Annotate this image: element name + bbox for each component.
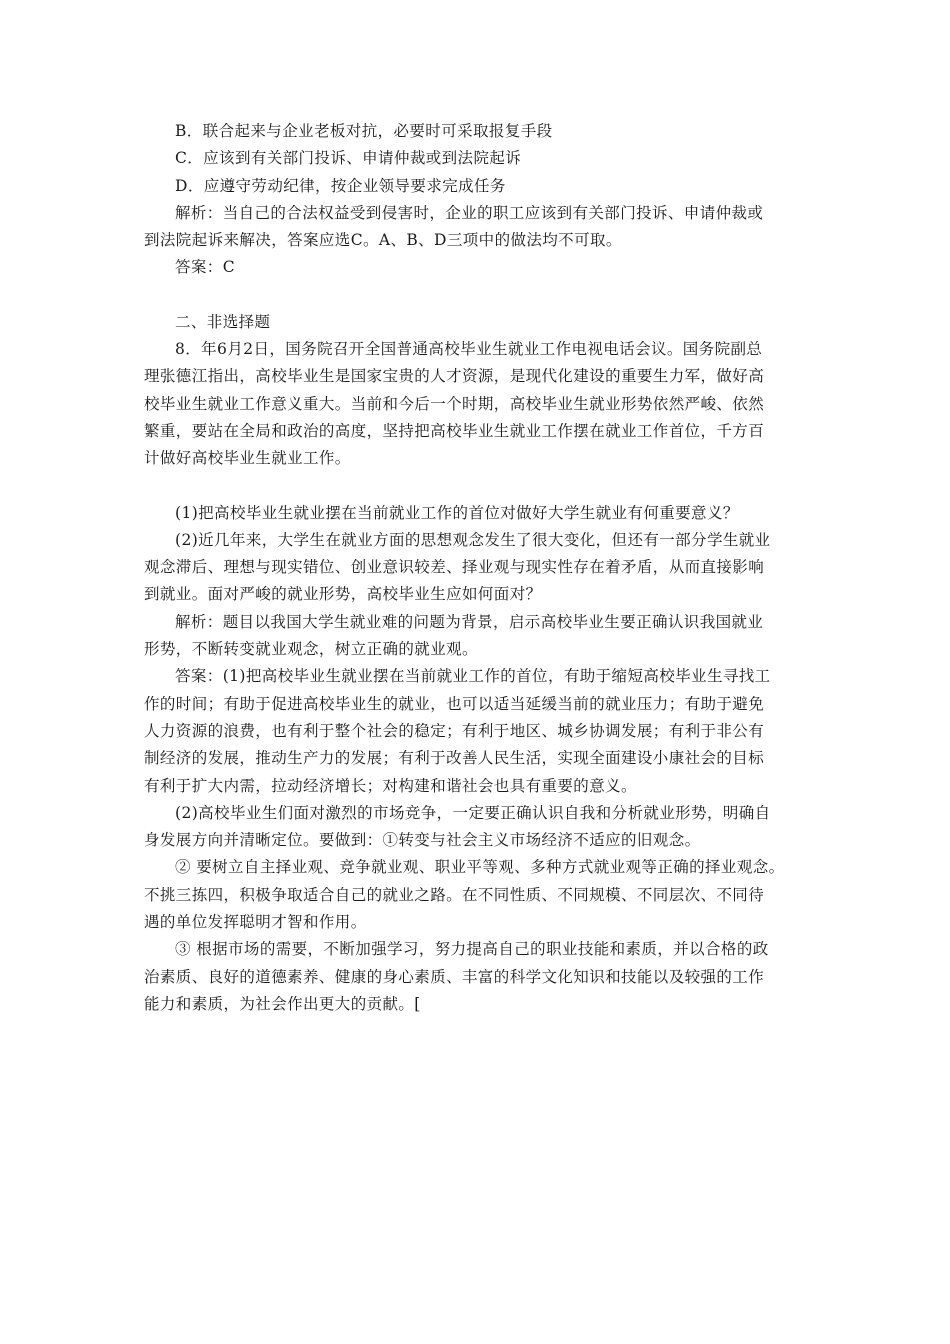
q8-analysis-line: 解析：题目以我国大学生就业难的问题为背景，启示高校毕业生要正确认识我国就业 xyxy=(175,612,764,631)
option-c: C．应该到有关部门投诉、申请仲裁或到法院起诉 xyxy=(175,149,522,168)
section-title: 二、非选择题 xyxy=(175,312,271,331)
document-body xyxy=(144,118,816,1018)
q7-answer: 答案：C xyxy=(175,258,235,277)
q8-answer-1-line: 人力资源的浪费，也有利于整个社会的稳定；有利于地区、城乡协调发展；有利于非公有 xyxy=(144,721,765,740)
q8-stem-line: 理张德江指出，高校毕业生是国家宝贵的人才资源，是现代化建设的重要生力军，做好高 xyxy=(144,367,765,386)
q8-stem-line: 8．年6月2日，国务院召开全国普通高校毕业生就业工作电视电话会议。国务院副总 xyxy=(175,340,763,359)
q8-answer-3-line: ② 要树立自主择业观、竞争就业观、职业平等观、多种方式就业观等正确的择业观念。 xyxy=(175,858,785,877)
spacer xyxy=(144,282,816,309)
q7-analysis-line: 解析：当自己的合法权益受到侵害时，企业的职工应该到有关部门投诉、申请仲裁或 xyxy=(175,203,764,222)
q8-analysis-line: 形势，不断转变就业观念，树立正确的就业观。 xyxy=(144,640,478,659)
spacer xyxy=(144,473,816,500)
q8-stem-line: 繁重，要站在全局和政治的高度，坚持把高校毕业生就业工作摆在就业工作首位，千方百 xyxy=(144,421,765,440)
q8-sub-question-2-line: (2)近几年来，大学生在就业方面的思想观念发生了很大变化，但还有一部分学生就业 xyxy=(175,530,771,549)
q8-sub-question-2-line: 到就业。面对严峻的就业形势，高校毕业生应如何面对？ xyxy=(144,585,542,604)
q8-answer-1-line: 有利于扩大内需，拉动经济增长；对构建和谐社会也具有重要的意义。 xyxy=(144,776,637,795)
q8-answer-1-line: 作的时间；有助于促进高校毕业生的就业，也可以适当延缓当前的就业压力；有助于避免 xyxy=(144,694,765,713)
q8-answer-4-line: ③ 根据市场的需要，不断加强学习，努力提高自己的职业技能和素质，并以合格的政 xyxy=(175,940,769,959)
q8-answer-2-line: 身发展方向并清晰定位。要做到：①转变与社会主义市场经济不适应的旧观念。 xyxy=(144,831,701,850)
q8-answer-4-line: 治素质、良好的道德素养、健康的身心素质、丰富的科学文化知识和技能以及较强的工作 xyxy=(144,967,765,986)
q8-sub-question-2-line: 观念滞后、理想与现实错位、创业意识较差、择业观与现实性存在着矛盾，从而直接影响 xyxy=(144,558,765,577)
q8-stem-line: 校毕业生就业工作意义重大。当前和今后一个时期，高校毕业生就业形势依然严峻、依然 xyxy=(144,394,765,413)
q8-answer-4-line: 能力和素质，为社会作出更大的贡献。[ xyxy=(144,994,421,1013)
q8-stem-line: 计做好高校毕业生就业工作。 xyxy=(144,449,351,468)
q8-answer-2-line: (2)高校毕业生们面对激烈的市场竞争，一定要正确认识自我和分析就业形势，明确自 xyxy=(175,803,771,822)
q8-answer-3-line: 不挑三拣四，积极争取适合自己的就业之路。在不同性质、不同规模、不同层次、不同待 xyxy=(144,885,765,904)
option-b: B．联合起来与企业老板对抗，必要时可采取报复手段 xyxy=(175,122,553,140)
q8-answer-3-line: 遇的单位发挥聪明才智和作用。 xyxy=(144,913,367,932)
option-d: D．应遵守劳动纪律，按企业领导要求完成任务 xyxy=(175,176,506,195)
q7-analysis-line: 到法院起诉来解决，答案应选C。A、B、D三项中的做法均不可取。 xyxy=(144,231,622,250)
q8-answer-1-line: 制经济的发展，推动生产力的发展；有利于改善人民生活，实现全面建设小康社会的目标 xyxy=(144,749,765,768)
q8-answer-1-line: 答案：(1)把高校毕业生就业摆在当前就业工作的首位，有助于缩短高校毕业生寻找工 xyxy=(175,667,771,686)
q8-sub-question-1: (1)把高校毕业生就业摆在当前就业工作的首位对做好大学生就业有何重要意义？ xyxy=(175,503,739,522)
